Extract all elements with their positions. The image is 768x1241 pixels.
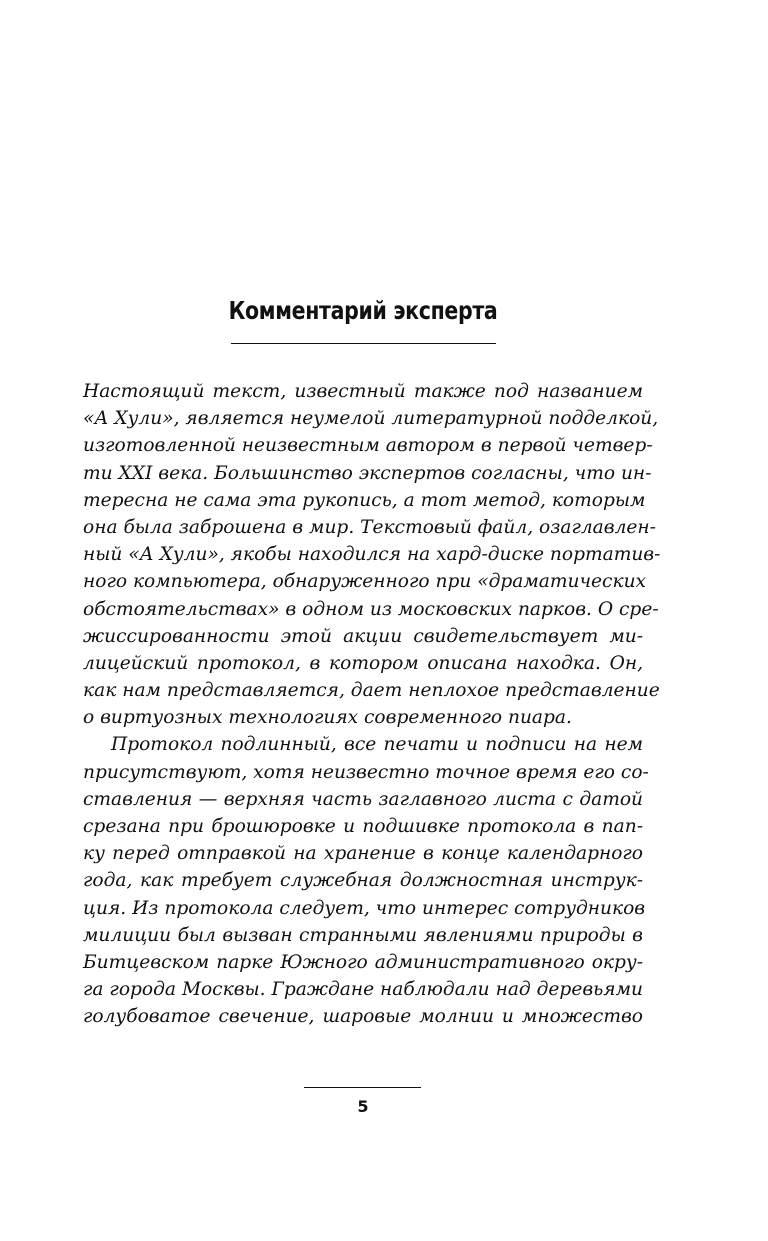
text-line: обстоятельствах» в одном из московских парков. О сре-: [83, 598, 659, 620]
text-line: ного компьютера, обнаруженного при «драматических: [83, 571, 647, 593]
section-heading: Комментарий эксперта: [228, 296, 498, 325]
text-line: га города Москвы. Граждане наблюдали над деревьями: [83, 979, 643, 1001]
text-line: ставления — верхняя часть заглавного листа с датой: [83, 788, 643, 810]
text-line: тересна не сама эта рукопись, а тот метод, которым: [83, 489, 646, 511]
text-line: жиссированности этой акции свидетельствует ми-: [83, 625, 643, 647]
text-line: присутствуют, хотя неизвестно точное время его со-: [83, 761, 649, 783]
text-line: ти XXI века. Большинство экспертов согласны, что ин-: [83, 462, 652, 484]
text-line: лицейский протокол, в котором описана находка. Он,: [83, 652, 643, 674]
text-line: изготовленной неизвестным автором в первой четвер-: [83, 435, 653, 457]
text-line: Битцевском парке Южного административного окру-: [83, 951, 643, 973]
text-line: как нам представляется, дает неплохое представление: [83, 680, 660, 702]
text-line: ция. Из протокола следует, что интерес сотрудников: [83, 897, 646, 919]
text-line: ку перед отправкой на хранение в конце календарного: [83, 843, 643, 865]
text-line: милиции был вызван странными явлениями природы в: [83, 924, 643, 946]
heading-underline: [231, 343, 496, 344]
text-line: года, как требует служебная должностная инструк-: [83, 870, 643, 892]
text-line: голубоватое свечение, шаровые молнии и множество: [83, 1006, 643, 1028]
footer-rule: [304, 1087, 421, 1088]
text-line: ный «А Хули», якобы находился на хард-диске портатив-: [83, 544, 661, 566]
text-line: срезана при брошюровке и подшивке протокола в пап-: [83, 816, 643, 837]
text-line: «А Хули», является неумелой литературной подделкой,: [83, 408, 659, 430]
text-line: Протокол подлинный, все печати и подписи на нем: [111, 734, 643, 756]
body-text: [83, 378, 661, 1031]
page-number: 5: [357, 1097, 369, 1116]
text-line: Настоящий текст, известный также под названием: [83, 381, 643, 402]
text-line: она была заброшена в мир. Текстовый файл, озаглавлен-: [83, 516, 656, 538]
text-line: о виртуозных технологиях современного пиара.: [83, 707, 572, 729]
